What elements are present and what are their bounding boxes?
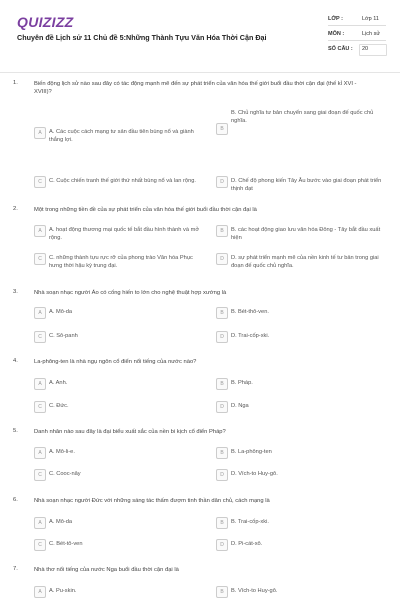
option-text: B. La-phông-ten	[231, 449, 272, 455]
meta-class-label: LỚP :	[328, 16, 343, 22]
option-text: A. Mô-da	[49, 309, 73, 315]
option-text: A. Mô-li-e.	[49, 449, 75, 455]
option-letter: C	[34, 331, 46, 343]
option-text: B. Bét-thô-ven.	[231, 309, 269, 315]
option-text: D. Trai-cốp-xki.	[231, 333, 270, 339]
option-text: C. Bét-tô-ven	[49, 541, 83, 547]
option-text: A. Các cuộc cách mạng tư sản đầu tiên bùng nổ và giành thắng lợi.	[49, 129, 194, 143]
question-number: 5.	[13, 428, 18, 434]
option-text: D. Pi-cát-xô.	[231, 541, 263, 547]
option-letter: C	[34, 176, 46, 188]
question-number: 4.	[13, 358, 18, 364]
question-number: 3.	[13, 289, 18, 295]
option-letter: D	[216, 401, 228, 413]
option-letter: C	[34, 539, 46, 551]
option-text: C. những thành tựu rực rỡ của phong trào Văn hóa Phục hưng thời hậu kỳ trung đại.	[49, 255, 193, 269]
option-text: C. Cuộc chiến tranh thế giới thứ nhất bùng nổ và lan rộng.	[49, 178, 196, 184]
question-text: Một trong những tiền đề của sự phát triển của văn hóa thế giới buổi đầu thời cận đại là	[34, 207, 257, 213]
option-letter: C	[34, 469, 46, 481]
question-number: 2.	[13, 206, 18, 212]
option-text: B. Vích-to Huy-gô.	[231, 588, 278, 594]
option-text: D. Chế độ phong kiến Tây Âu bước vào giai đoạn phát triển thịnh đạt	[231, 178, 382, 192]
option-text: A. Mô-da	[49, 519, 73, 525]
question-number: 1.	[13, 80, 18, 86]
option-letter: C	[34, 401, 46, 413]
option-letter: D	[216, 176, 228, 188]
option-letter: A	[34, 225, 46, 237]
option-text: B. Chủ nghĩa tư bản chuyển sang giai đoạn đế quốc chủ nghĩa.	[231, 110, 374, 124]
option-text: C. Cooc-nây	[49, 471, 81, 477]
document-title: Chuyên đề Lịch sử 11 Chủ đề 5:Những Thành Tựu Văn Hóa Thời Cận Đại	[17, 33, 267, 42]
meta-count-value: 20	[362, 46, 369, 52]
meta-class-value: Lớp 11	[362, 16, 379, 22]
question-text: Danh nhân nào sau đây là đại biểu xuất sắc của nền bi kịch cổ điển Pháp?	[34, 429, 226, 435]
option-letter: D	[216, 253, 228, 265]
option-text: C. Đức.	[49, 403, 69, 409]
option-letter: D	[216, 331, 228, 343]
option-letter: B	[216, 447, 228, 459]
option-letter: C	[34, 253, 46, 265]
option-letter: D	[216, 469, 228, 481]
option-text: D. Nga	[231, 403, 249, 409]
option-letter: B	[216, 225, 228, 237]
question-text: Nhà soạn nhạc người Áo có cống hiến to lớn cho nghệ thuật hợp xướng là	[34, 290, 227, 296]
option-letter: B	[216, 378, 228, 390]
option-letter: B	[216, 586, 228, 598]
option-text: A. hoạt động thương mại quốc tế bắt đầu hình thành và mở rộng.	[49, 227, 200, 241]
question-number: 7.	[13, 566, 18, 572]
option-text: A. Pu-skin.	[49, 588, 77, 594]
question-text: Nhà soạn nhạc người Đức với những sáng tác thấm đượm tinh thần dân chủ, cách mạng là	[34, 498, 270, 504]
option-letter: B	[216, 123, 228, 135]
option-text: B. các hoạt động giao lưu văn hóa Đông - Tây bắt đầu xuất hiện	[231, 227, 381, 241]
question-number: 6.	[13, 497, 18, 503]
meta-count-label: SỐ CÂU :	[328, 46, 353, 52]
option-letter: A	[34, 517, 46, 529]
option-letter: D	[216, 539, 228, 551]
meta-subject-label: MÔN :	[328, 31, 345, 37]
option-text: D. Vích-to Huy-gô.	[231, 471, 278, 477]
option-letter: A	[34, 307, 46, 319]
option-letter: A	[34, 447, 46, 459]
question-text: Biến động lịch sử nào sau đây có tác động mạnh mẽ đến sự phát triển của văn hóa thế giới buổi đầu thời cận đại (thế kỉ XVI - XVIII)?	[34, 81, 357, 95]
option-text: C. Sô-panh	[49, 333, 78, 339]
quizizz-logo: QUIZIZZ	[17, 14, 74, 30]
question-text: Nhà thơ nổi tiếng của nước Nga buổi đầu thời cận đại là	[34, 567, 179, 573]
option-letter: B	[216, 307, 228, 319]
document-header	[0, 0, 400, 72]
option-letter: A	[34, 378, 46, 390]
option-text: A. Anh.	[49, 380, 68, 386]
option-text: B. Pháp.	[231, 380, 253, 386]
option-letter: A	[34, 127, 46, 139]
meta-subject-value: Lịch sử	[362, 31, 381, 37]
header-divider	[0, 72, 400, 73]
option-letter: A	[34, 586, 46, 598]
option-text: B. Trai-cốp-xki.	[231, 519, 269, 525]
option-letter: B	[216, 517, 228, 529]
question-text: La-phông-ten là nhà ngụ ngôn cổ điển nổi tiếng của nước nào?	[34, 359, 197, 365]
option-text: D. sự phát triển mạnh mẽ của nền kinh tế tư bản trong giai đoạn đế quốc chủ nghĩa.	[231, 255, 379, 269]
